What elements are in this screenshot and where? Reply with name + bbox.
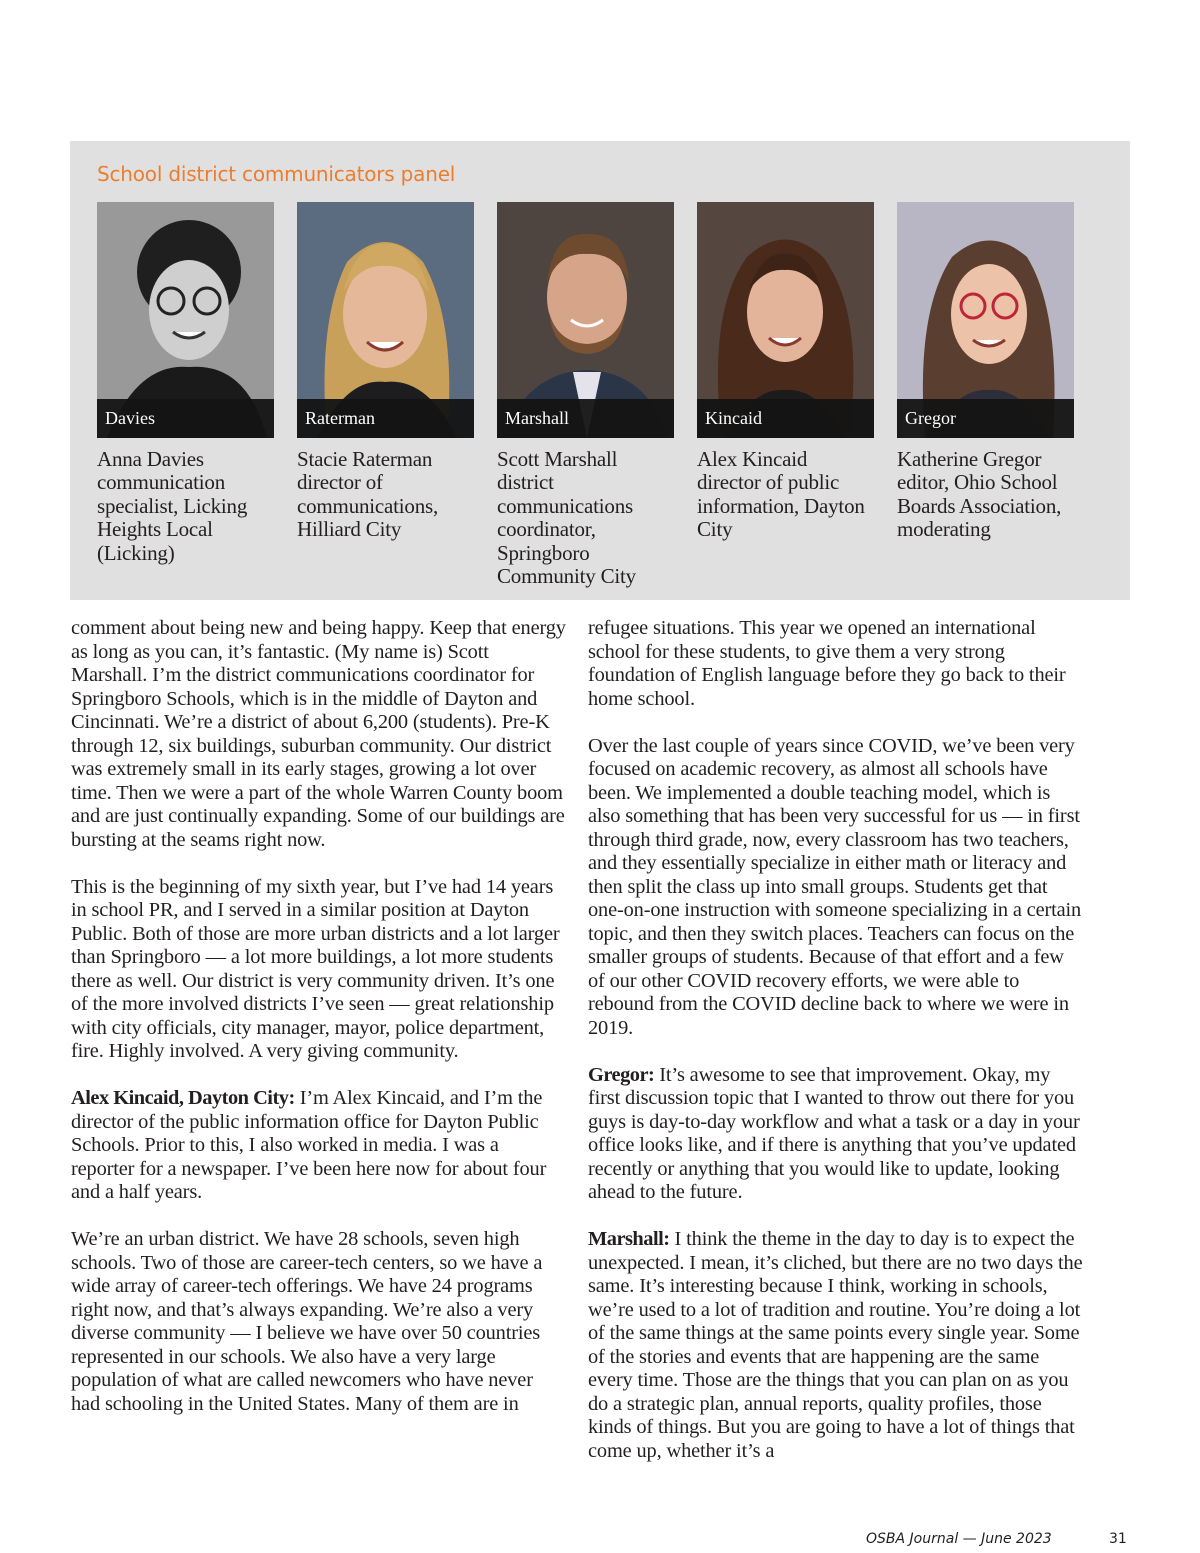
panelist-photo (97, 202, 274, 438)
photo-caption: Kincaid (697, 399, 874, 438)
paragraph-text: It’s awesome to see that improvement. Okay, my first discussion topic that I wanted to throw out there for you guys is day-to-day workflow and what a task or a day in your office looks like, and if there is anything that you’ve updated recently or anything that you would like to update, looking ahead to the future. (588, 1063, 1080, 1203)
panel-title: School district communicators panel (97, 162, 456, 186)
photo-caption: Marshall (497, 399, 674, 438)
photo-caption: Gregor (897, 399, 1074, 438)
footer-journal-title: OSBA Journal — June 2023 (866, 1531, 1052, 1547)
article-column-right (588, 617, 1083, 1487)
paragraph (588, 617, 1083, 711)
panelist-card-kincaid (697, 202, 874, 542)
panelist-role: editor, Ohio School Boards Association, moderating (897, 470, 1062, 542)
speaker-label: Gregor: (588, 1063, 655, 1086)
panelist-card-gregor (897, 202, 1074, 542)
paragraph-text: I think the theme in the day to day is to expect the unexpected. I mean, it’s cliched, but there are no two days the same. It’s interesting because I think, working in schools, we’re used to a lot of tradition and routine. You’re doing a lot of the same things at the same points every single year. Some of the stories and events that are happening are the same every time. Those are the things that you can plan on as you do a strategic plan, annual reports, quality profiles, those kinds of things. But you are going to have a lot of things that come up, whether it’s a (588, 1228, 1083, 1462)
panelist-name: Anna Davies (97, 447, 204, 471)
photo-caption: Raterman (297, 399, 474, 438)
panelist-card-raterman (297, 202, 474, 542)
article-column-left (71, 617, 566, 1440)
paragraph (588, 735, 1083, 1041)
panelist-card-marshall (497, 202, 674, 588)
paragraph-text: This is the beginning of my sixth year, but I’ve had 14 years in school PR, and I served in a similar position at Dayton Public. Both of those are more urban districts and a lot larger than Springboro — a lot more buildings, a lot more students there as well. Our district is very community driven. It’s one of the more involved districts I’ve seen — great relationship with city officials, city manager, mayor, police department, fire. Highly involved. A very giving community. (71, 875, 560, 1062)
paragraph-text: refugee situations. This year we opened an international school for these students, to give them a very strong foundation of English language before they go back to their home school. (588, 617, 1066, 710)
communicators-panel (70, 141, 1130, 600)
paragraph-text: Over the last couple of years since COVID, we’ve been very focused on academic recovery, as almost all schools have been. We implemented a double teaching model, which is also something that has been very successful for us — in first through third grade, now, every classroom has two teachers, and they essentially specialize in either math or literacy and then split the class up into small groups. Students get that one-on-one instruction with someone specializing in a certain topic, and then they switch places. Teachers can focus on the smaller groups of students. Because of that effort and a few of our other COVID recovery efforts, we were able to rebound from the COVID decline back to where we were in 2019. (588, 734, 1082, 1039)
panelist-photo (497, 202, 674, 438)
panelist-card-davies (97, 202, 274, 565)
paragraph (71, 876, 566, 1064)
panelist-photo (697, 202, 874, 438)
panelist-name: Katherine Gregor (897, 447, 1042, 471)
paragraph-text: comment about being new and being happy. Keep that energy as long as you can, it’s fantastic. (My name is) Scott Marshall. I’m the district communications coordinator for Springboro Schools, which is in the middle of Dayton and Cincinnati. We’re a district of about 6,200 (students). Pre-K through 12, six buildings, suburban community. Our district was extremely small in its early stages, growing a lot over time. Then we were a part of the whole Warren County boom and are just continually expanding. Some of our buildings are bursting at the seams right now. (71, 617, 566, 851)
panelist-photo (897, 202, 1074, 438)
page-number: 31 (1109, 1531, 1127, 1547)
panelist-role: communication specialist, Licking Heights Local (Licking) (97, 470, 248, 565)
paragraph-text: I’m Alex Kincaid, and I’m the director of the public information office for Dayton Public Schools. Prior to this, I also worked in media. I was a reporter for a newspaper. I’ve been here now for about four and a half years. (71, 1087, 547, 1203)
paragraph (588, 1228, 1083, 1463)
paragraph-text: We’re an urban district. We have 28 schools, seven high schools. Two of those are career-tech centers, so we have a wide array of career-tech offerings. We have 24 programs right now, and that’s always expanding. We’re also a very diverse community — I believe we have over 50 countries represented in our schools. We also have a very large population of what are called newcomers who have never had schooling in the United States. Many of them are in (71, 1228, 543, 1415)
paragraph (588, 1064, 1083, 1205)
paragraph (71, 1087, 566, 1205)
paragraph (71, 617, 566, 852)
panelist-name: Alex Kincaid (697, 447, 808, 471)
panelist-photo (297, 202, 474, 438)
panelist-role: district communications coordinator, Springboro Community City (497, 470, 636, 589)
speaker-label: Alex Kincaid, Dayton City: (71, 1087, 295, 1109)
panelist-name: Scott Marshall (497, 447, 618, 471)
panelist-role: director of public information, Dayton City (697, 470, 865, 542)
panelist-role: director of communications, Hilliard City (297, 470, 439, 542)
speaker-label: Marshall: (588, 1228, 670, 1250)
paragraph (71, 1228, 566, 1416)
photo-caption: Davies (97, 399, 274, 438)
panelist-name: Stacie Raterman (297, 447, 433, 471)
